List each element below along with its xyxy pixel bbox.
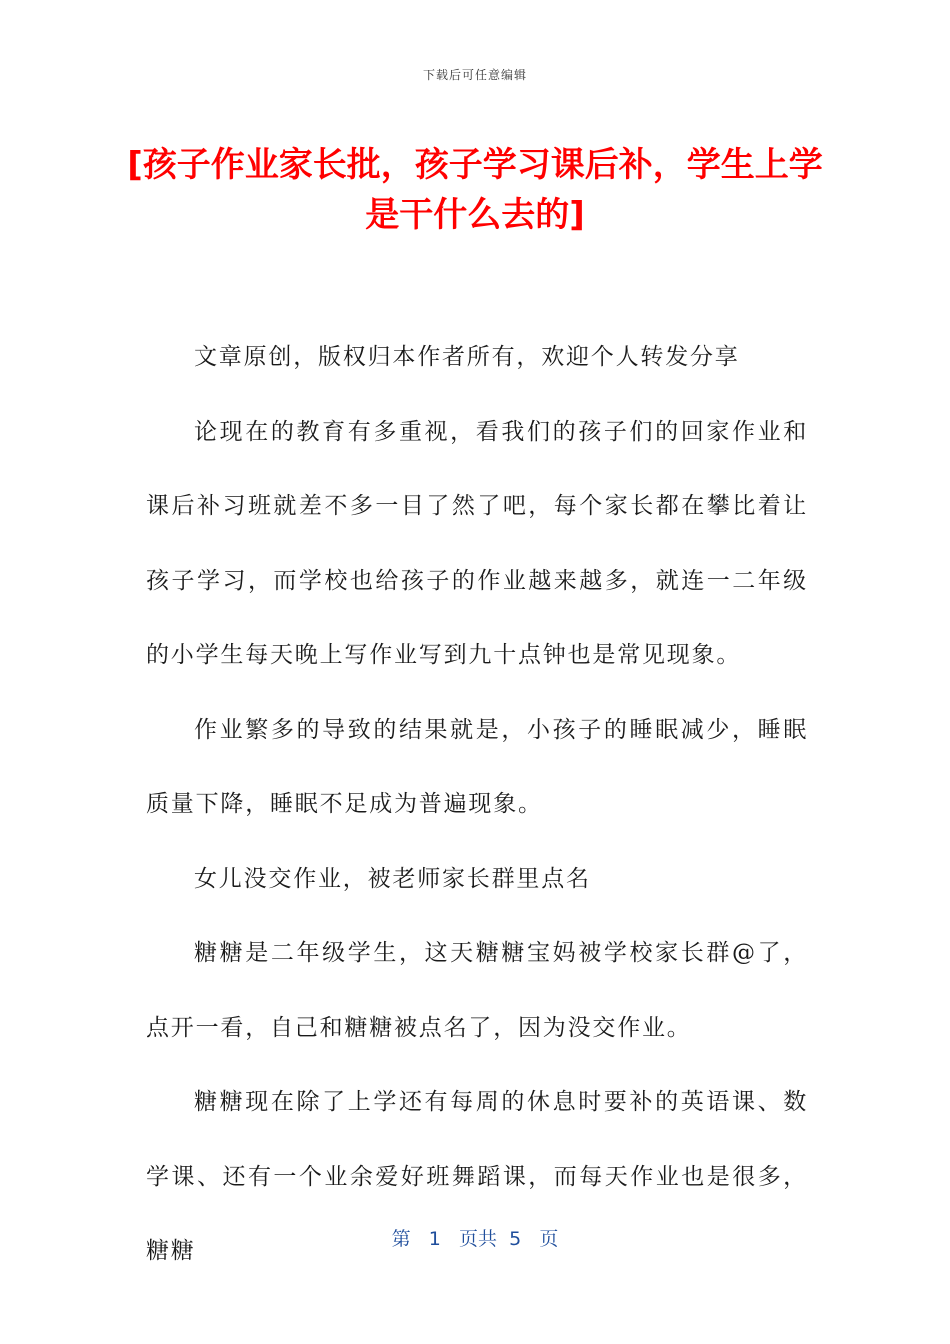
page-current-number: 1 [428, 1228, 441, 1250]
document-body [146, 320, 808, 1289]
paragraph: 论现在的教育有多重视，看我们的孩子们的回家作业和课后补习班就差不多一目了然了吧，每个家长都在攀比着让孩子学习，而学校也给孩子的作业越来越多，就连一二年级的小学生每天晚上写作业写到九十点钟也是常见现象。 [146, 418, 808, 668]
page-total-number: 5 [509, 1228, 522, 1250]
page-footer [0, 1224, 950, 1251]
paragraph: 作业繁多的导致的结果就是，小孩子的睡眠减少，睡眠质量下降，睡眠不足成为普遍现象。 [146, 716, 808, 817]
page-label-suffix: 页 [539, 1228, 559, 1250]
header-note: 下载后可任意编辑 [422, 68, 527, 82]
paragraph: 女儿没交作业，被老师家长群里点名 [194, 865, 591, 892]
paragraph: 糖糖是二年级学生，这天糖糖宝妈被学校家长群@了，点开一看，自己和糖糖被点名了，因为没交作业。 [146, 940, 808, 1041]
page-label-mid: 页共 [459, 1228, 498, 1250]
page-label-prefix: 第 [391, 1228, 411, 1250]
paragraph: 糖糖现在除了上学还有每周的休息时要补的英语课、数学课、还有一个业余爱好班舞蹈课，而每天作业也是很多，糖糖 [146, 1089, 808, 1264]
paragraph: 文章原创，版权归本作者所有，欢迎个人转发分享 [194, 344, 740, 370]
document-title: [孩子作业家长批，孩子学习课后补，学生上学是干什么去的] [127, 145, 823, 235]
